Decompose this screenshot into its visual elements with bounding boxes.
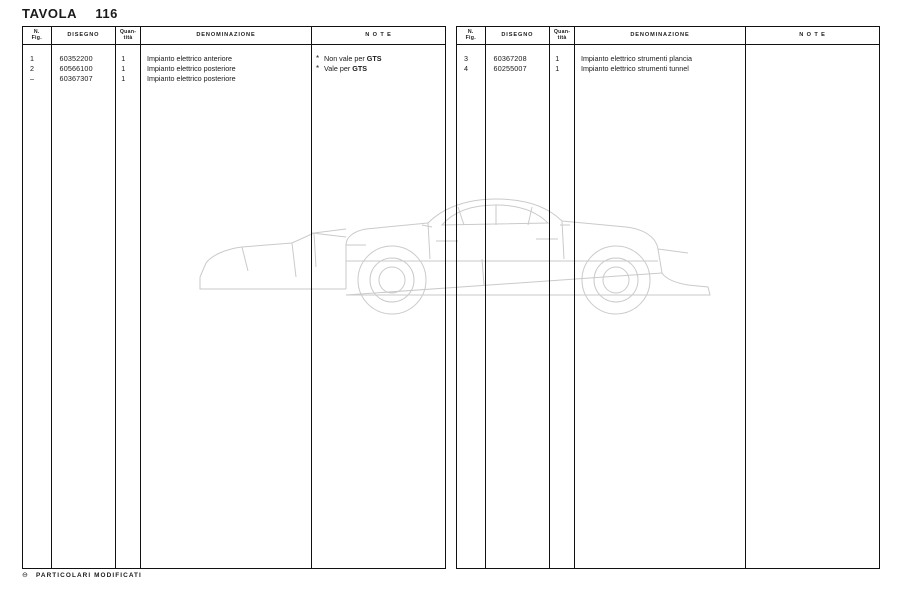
asterisk-icon: *: [316, 54, 320, 63]
column-body-n-fig-left: [23, 45, 51, 568]
footer-legend-label: PARTICOLARI MODIFICATI: [35, 571, 142, 579]
column-disegno-left: [52, 27, 117, 568]
table-row: Impianto elettrico anteriore: [146, 54, 233, 63]
note-text-prefix: Vale per: [324, 64, 353, 73]
column-denominazione-left: [141, 27, 312, 568]
column-body-disegno-right: [486, 45, 550, 568]
note-item: [312, 64, 445, 74]
column-body-note-left: [312, 45, 445, 568]
column-n-fig-right: [457, 27, 486, 568]
table-row: Impianto elettrico strumenti plancia: [580, 54, 693, 63]
column-n-fig-left: [23, 27, 52, 568]
column-header-note: N O T E: [746, 27, 879, 45]
table-row: 1: [121, 54, 126, 63]
column-header-disegno: DISEGNO: [52, 27, 116, 45]
note-text-emphasis: GTS: [352, 64, 368, 73]
column-note-right: [746, 27, 879, 568]
column-header-n-fig: [457, 27, 485, 45]
table-row: Impianto elettrico strumenti tunnel: [580, 64, 689, 73]
page-title: [22, 6, 118, 21]
column-denominazione-right: [575, 27, 746, 568]
table-row: –: [30, 74, 34, 83]
note-text-emphasis: GTS: [366, 54, 382, 63]
table-row: 1: [121, 74, 126, 83]
table-row: 60566100: [59, 64, 93, 73]
page-title-label: TAVOLA: [22, 6, 78, 21]
column-body-note-right: [746, 45, 879, 568]
modified-part-marker-icon: ⊖: [22, 572, 29, 579]
column-note-left: [312, 27, 445, 568]
footer-legend: [22, 571, 142, 579]
column-body-n-fig-right: [457, 45, 485, 568]
note-text: [324, 64, 367, 74]
column-quantita-left: [116, 27, 141, 568]
note-text: [324, 54, 382, 64]
column-header-n-fig-line2: Fig.: [465, 34, 476, 41]
table-row: 4: [464, 64, 468, 73]
table-row: 1: [121, 64, 126, 73]
column-header-quantita-line2: tità: [123, 34, 133, 41]
column-header-denominazione: DENOMINAZIONE: [141, 27, 311, 45]
table-row: 1: [555, 64, 560, 73]
table-row: 60367307: [59, 74, 93, 83]
column-header-n-fig-line1: N.: [33, 28, 40, 35]
note-item: [312, 54, 445, 64]
column-header-denominazione: DENOMINAZIONE: [575, 27, 745, 45]
parts-table-right: [456, 26, 880, 569]
column-header-disegno: DISEGNO: [486, 27, 550, 45]
column-header-quantita-line2: tità: [557, 34, 567, 41]
table-row: 1: [555, 54, 560, 63]
column-header-note: N O T E: [312, 27, 445, 45]
column-quantita-right: [550, 27, 575, 568]
asterisk-icon: *: [316, 64, 320, 73]
table-row: Impianto elettrico posteriore: [146, 64, 236, 73]
column-header-quantita: [550, 27, 574, 45]
table-row: Impianto elettrico posteriore: [146, 74, 236, 83]
column-body-denominazione-right: [575, 45, 745, 568]
page-title-number: 116: [95, 6, 118, 21]
table-row: 60352200: [59, 54, 93, 63]
column-disegno-right: [486, 27, 551, 568]
column-header-quantita-line1: Quan-: [553, 28, 571, 35]
column-body-disegno-left: [52, 45, 116, 568]
table-row: 60255007: [493, 64, 527, 73]
table-row: 3: [464, 54, 468, 63]
column-header-quantita: [116, 27, 140, 45]
column-header-quantita-line1: Quan-: [119, 28, 137, 35]
table-row: 2: [30, 64, 34, 73]
column-header-n-fig-line2: Fig.: [31, 34, 42, 41]
note-text-prefix: Non vale per: [324, 54, 367, 63]
column-body-quantita-left: [116, 45, 140, 568]
column-header-n-fig: [23, 27, 51, 45]
column-body-denominazione-left: [141, 45, 311, 568]
column-body-quantita-right: [550, 45, 574, 568]
parts-table-left: [22, 26, 446, 569]
table-row: 60367208: [493, 54, 527, 63]
column-header-n-fig-line1: N.: [467, 28, 474, 35]
table-row: 1: [30, 54, 34, 63]
